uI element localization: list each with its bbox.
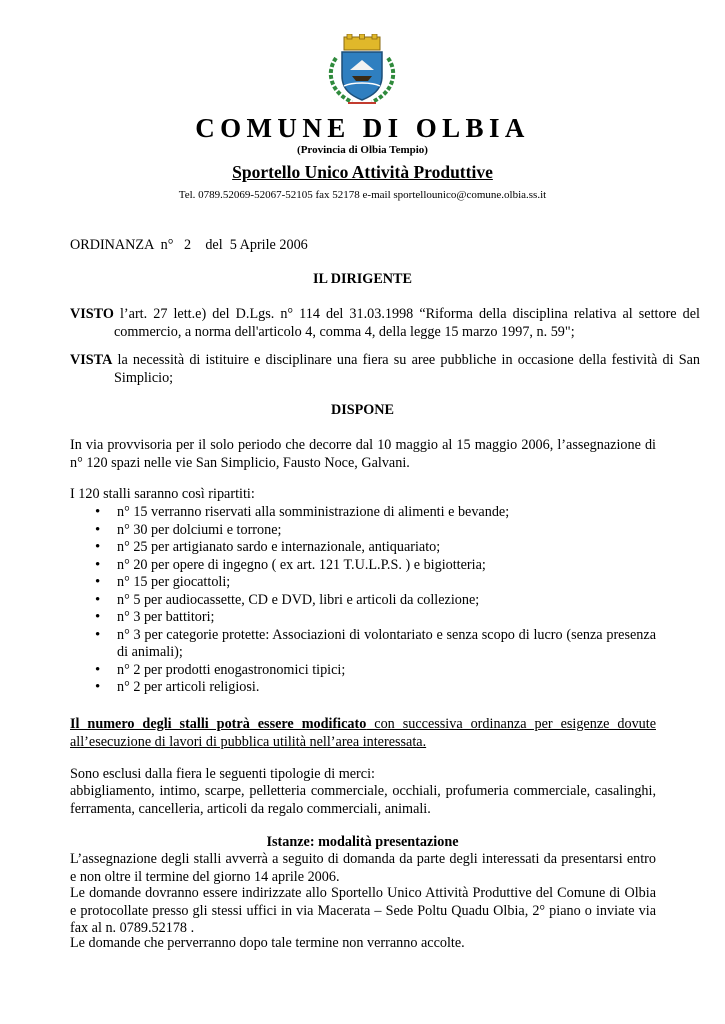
olbia-coat-of-arms-icon [322, 34, 402, 108]
list-item: • n° 25 per artigianato sardo e internazionale, antiquariato; [70, 539, 656, 557]
ordinance-number: ORDINANZA n° 2 del 5 Aprile 2006 [70, 237, 308, 253]
visto-text: l’art. 27 lett.e) del D.Lgs. n° 114 del 31.03.1998 “Riforma della disciplina relativa al settore del commercio, a norma dell'articolo 4, comma 4, della legge 15 marzo 1997, n. 59"; [113, 306, 700, 340]
applications-submission: Le domande dovranno essere indirizzate allo Sportello Unico Attività Produttive del Comune di Olbia e protocollate presso gli stessi uffici in via Macerata – Sede Poltu Quadu Olbia, 2° piano o inviate via fax al n. 0789.52178 . [70, 885, 656, 936]
visto-label: VISTO [70, 306, 114, 322]
modification-notice-bold: Il numero degli stalli potrà essere modificato [70, 716, 367, 732]
modification-notice [70, 716, 656, 751]
list-item: • n° 5 per audiocassette, CD e DVD, libri e articoli da collezione; [70, 592, 656, 610]
applications-late-notice: Le domande che perverranno dopo tale termine non verranno accolte. [70, 935, 465, 951]
modification-notice-text: con successiva ordinanza per esigenze dovute all’esecuzione di lavori di pubblica utilità nell’area interessata. [70, 716, 656, 750]
applications-heading: Istanze: modalità presentazione [266, 834, 459, 850]
assignment-paragraph: In via provvisoria per il solo periodo che decorre dal 10 maggio al 15 maggio 2006, l’assegnazione di n° 120 spazi nelle vie San Simplicio, Fausto Noce, Galvani. [70, 437, 656, 471]
list-item: • n° 2 per prodotti enogastronomici tipici; [70, 662, 656, 680]
vista-paragraph [70, 352, 700, 387]
office-name: Sportello Unico Attività Produttive [232, 162, 493, 182]
dispone-heading: DISPONE [330, 402, 395, 418]
stalls-list [70, 504, 656, 697]
stalls-intro: I 120 stalli saranno così ripartiti: [70, 486, 255, 502]
list-item: • n° 15 verranno riservati alla somministrazione di alimenti e bevande; [70, 504, 656, 522]
excluded-intro: Sono esclusi dalla fiera le seguenti tipologie di merci: [70, 766, 375, 782]
municipality-title: COMUNE DI OLBIA [195, 113, 530, 143]
vista-label: VISTA [70, 352, 113, 368]
office-contacts: Tel. 0789.52069-52067-52105 fax 52178 e-mail sportellounico@comune.olbia.ss.it [178, 189, 547, 201]
list-item: • n° 15 per giocattoli; [70, 574, 656, 592]
province-subtitle: (Provincia di Olbia Tempio) [297, 144, 428, 156]
applications-deadline: L’assegnazione degli stalli avverrà a seguito di domanda da parte degli interessati da presentarsi entro e non oltre il termine del giorno 14 aprile 2006. [70, 851, 656, 885]
list-item: • n° 30 per dolciumi e torrone; [70, 522, 656, 540]
excluded-goods: abbigliamento, intimo, scarpe, pelletteria commerciale, occhiali, profumeria commerciale, casalinghi, ferramenta, cancelleria, articoli da regalo commerciali, animali. [70, 783, 656, 817]
visto-paragraph [70, 306, 700, 341]
list-item: • n° 3 per categorie protette: Associazioni di volontariato e senza scopo di lucro (senza presenza di animali); [70, 627, 656, 662]
list-item: • n° 2 per articoli religiosi. [70, 679, 656, 697]
list-item: • n° 20 per opere di ingegno ( ex art. 121 T.U.L.P.S. ) e bigiotteria; [70, 557, 656, 575]
vista-text: la necessità di istituire e disciplinare una fiera su aree pubbliche in occasione della festività di San Simplicio; [112, 352, 700, 386]
list-item: • n° 3 per battitori; [70, 609, 656, 627]
authority-heading: IL DIRIGENTE [313, 271, 412, 287]
